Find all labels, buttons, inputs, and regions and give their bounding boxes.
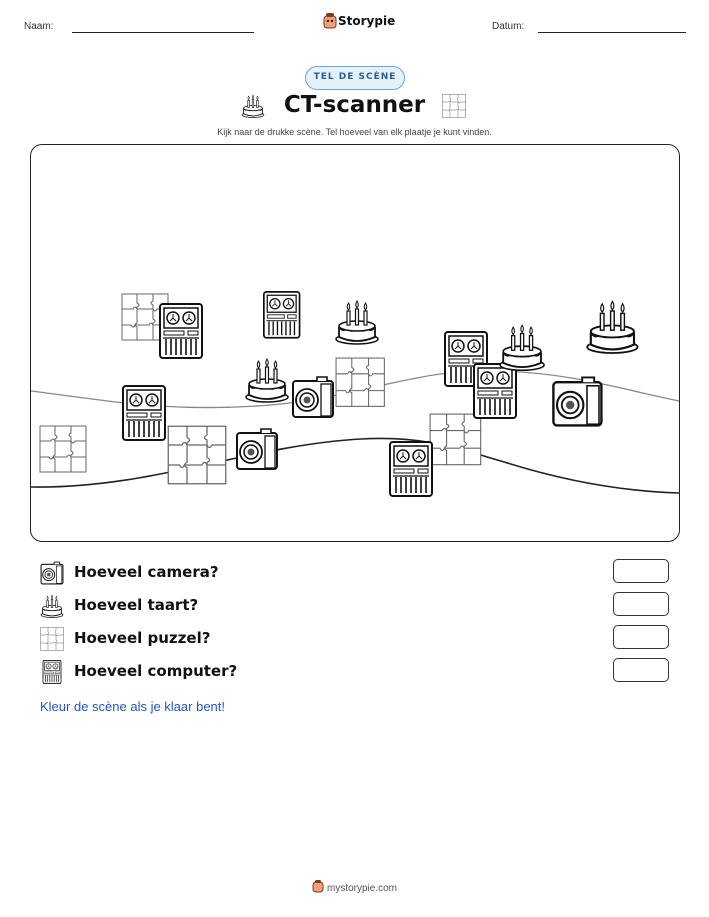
puzzle-5 [430,414,481,465]
scene-drawing [31,145,679,541]
cake-4 [587,301,637,353]
camera-icon [40,561,64,585]
computer-6 [390,442,432,496]
answer-box-puzzle[interactable] [613,625,669,649]
computer-icon [40,660,64,684]
question-text: Hoeveel camera? [74,563,219,581]
date-label: Datum: [492,21,525,32]
answer-box-cake[interactable] [613,592,669,616]
cake-3 [500,325,544,370]
question-text: Hoeveel computer? [74,662,238,680]
camera-1 [293,377,333,417]
name-label: Naam: [24,21,54,32]
question-text: Hoeveel taart? [74,596,199,614]
puzzle-icon [442,94,466,118]
page-title: CT-scanner [283,92,426,118]
footer [0,880,709,894]
computer-5 [474,364,516,418]
brand-mascot-icon [312,880,324,893]
computer-1 [160,304,202,358]
cake-icon [40,594,64,618]
answer-box-camera[interactable] [613,559,669,583]
puzzle-icon [40,627,64,651]
cake-1 [336,301,378,344]
camera-2 [237,429,277,469]
computer-3 [123,386,165,440]
camera-3 [553,377,601,425]
scene-frame[interactable] [30,144,680,542]
footer-url[interactable]: mystorypie.com [326,883,397,894]
puzzle-3 [168,426,226,484]
brand-mascot-icon [323,13,337,29]
activity-badge: TEL DE SCÈNE [305,66,405,90]
computer-2 [264,292,300,338]
brand-name: Storypie [338,14,396,28]
brand-logo [323,13,396,31]
puzzle-2 [40,426,86,472]
color-instruction: Kleur de scène als je klaar bent! [40,699,225,714]
cake-2 [246,359,288,402]
date-line[interactable] [538,32,686,33]
answer-box-computer[interactable] [613,658,669,682]
name-line[interactable] [72,32,254,33]
puzzle-4 [336,358,384,406]
instruction-text: Kijk naar de drukke scène. Tel hoeveel van elk plaatje je kunt vinden. [217,127,492,137]
question-text: Hoeveel puzzel? [74,629,211,647]
